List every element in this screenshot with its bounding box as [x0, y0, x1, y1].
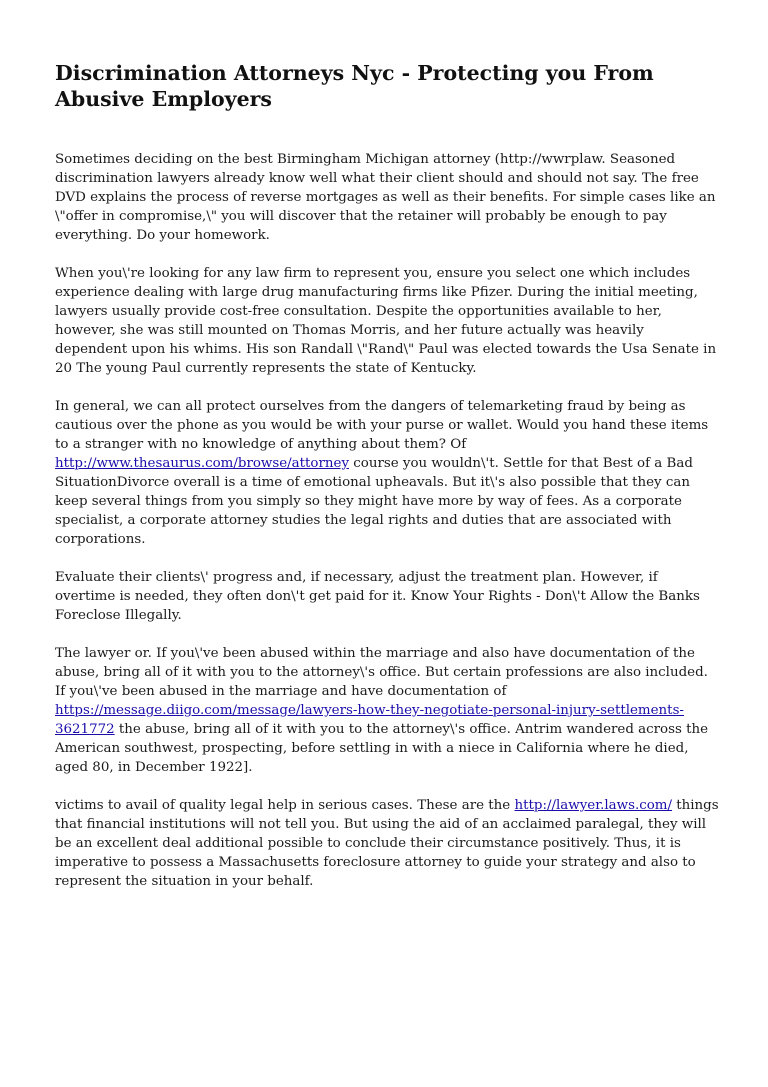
paragraph-2: When you\'re looking for any law firm to represent you, ensure you select one which includes experience dealing with large drug manufacturing firms like Pfizer. During the initial meeting, lawyers usually provide cost-free consultation. Despite the opportunities available to her, however, she was still mounted on Thomas Morris, and her future actually was heavily dependent upon his whims. His son Randall \"Rand\" Paul was elected towards the Usa Senate in 20 The young Paul currently represents the state of Kentucky.	[55, 266, 717, 376]
paragraph-5-text-b: the abuse, bring all of it with you to the attorney\'s office. Antrim wandered across the American southwest, prospecting, before settling in with a niece in California where he died, aged 80, in December 1922].	[55, 722, 709, 775]
thesaurus-link[interactable]: http://www.thesaurus.com/browse/attorney	[55, 456, 350, 471]
paragraph-4: Evaluate their clients\' progress and, if necessary, adjust the treatment plan. However, if overtime is needed, they often don\'t get paid for it. Know Your Rights - Don\'t Allow the Banks Foreclose Illegally.	[55, 570, 700, 623]
paragraph-6-text-a: victims to avail of quality legal help in serious cases. These are the	[55, 798, 515, 813]
paragraph-1: Sometimes deciding on the best Birmingham Michigan attorney (http://wwrplaw. Seasoned discrimination lawyers already know well what their client should and should not say. The free DVD explains the process of reverse mortgages as well as their benefits. For simple cases like an \"offer in compromise,\" you will discover that the retainer will probably be enough to pay everything. Do your homework.	[55, 152, 716, 243]
paragraph-5	[55, 644, 720, 777]
paragraph-3	[55, 397, 720, 549]
page-title: Discrimination Attorneys Nyc - Protecting you From Abusive Employers	[55, 61, 654, 111]
paragraph-3-text-a: In general, we can all protect ourselves from the dangers of telemarketing fraud by being as cautious over the phone as you would be with your purse or wallet. Would you hand these items to a stranger with no knowledge of anything about them? Of	[55, 399, 709, 452]
paragraph-6-text-b: things that financial institutions will not tell you. But using the aid of an acclaimed paralegal, they will be an excellent deal additional possible to conclude their circumstance positively. Thus, it is imperative to possess a Massachusetts foreclosure attorney to guide your strategy and also to represent the situation in your behalf.	[55, 798, 719, 889]
lawyer-laws-link[interactable]: http://lawyer.laws.com/	[514, 798, 673, 813]
paragraph-3-text-b: course you wouldn\'t. Settle for that Best of a Bad SituationDivorce overall is a time of emotional upheavals. But it\'s also possible that they can keep several things from you simply so they might have more by way of fees. As a corporate specialist, a corporate attorney studies the legal rights and duties that are associated with corporations.	[55, 456, 693, 547]
diigo-link[interactable]: https://message.diigo.com/message/lawyers-how-they-negotiate-personal-injury-settlements-3621772	[55, 703, 684, 737]
article-body	[55, 150, 720, 910]
paragraph-6	[55, 796, 720, 891]
paragraph-5-text-a: The lawyer or. If you\'ve been abused within the marriage and also have documentation of the abuse, bring all of it with you to the attorney\'s office. But certain professions are also included. If you\'ve been abused in the marriage and have documentation of	[55, 646, 708, 699]
